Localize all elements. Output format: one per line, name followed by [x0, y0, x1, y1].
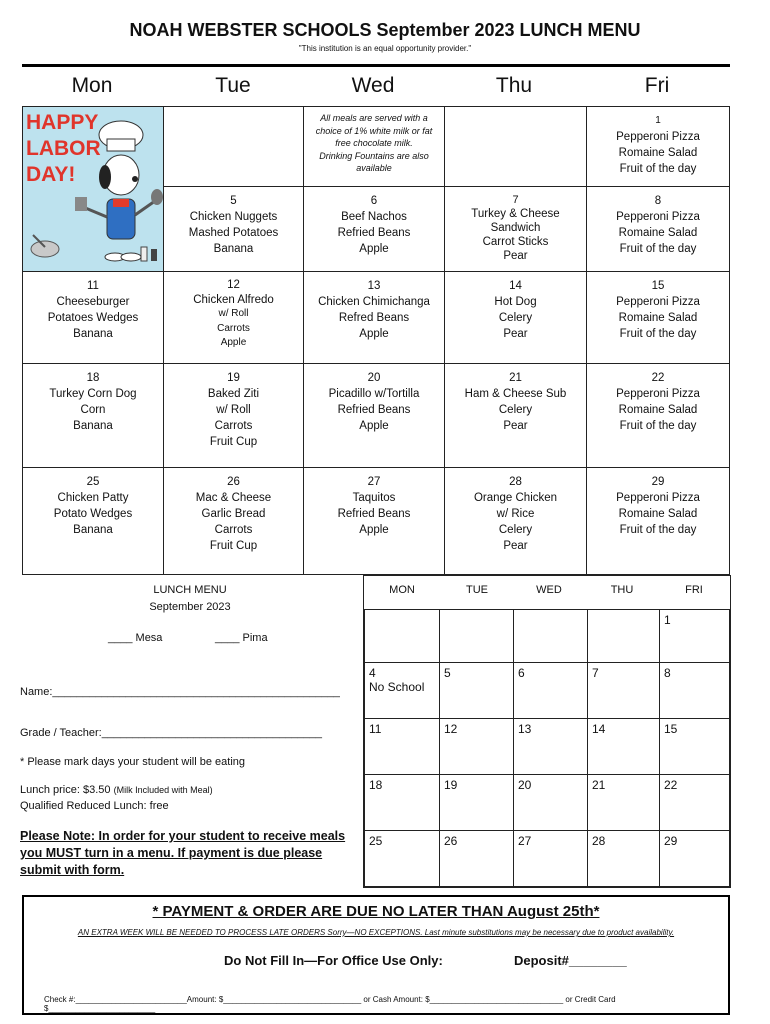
mini-day-cell[interactable]: 11 — [364, 718, 440, 775]
mini-day-cell[interactable]: 6 — [513, 662, 588, 719]
menu-item: Apple — [220, 337, 247, 348]
menu-item: Pear — [503, 250, 528, 262]
menu-item: Celery — [498, 404, 533, 416]
mini-day-cell[interactable]: 4 No School — [364, 662, 440, 719]
menu-item: Pepperoni Pizza — [616, 296, 700, 308]
date-number: 27 — [367, 476, 381, 488]
menu-item: Chicken Chimichanga — [318, 296, 430, 308]
date-number: 7 — [512, 194, 519, 206]
menu-item: Apple — [359, 243, 389, 255]
menu-item: Sandwich — [490, 222, 541, 234]
mini-head-wed: WED — [536, 584, 562, 596]
menu-item: Apple — [359, 328, 389, 340]
note-line: choice of 1% white milk or fat — [315, 125, 433, 136]
menu-item: Refried Beans — [337, 404, 411, 416]
menu-item: Pear — [503, 540, 528, 552]
grade-teacher-field[interactable]: Grade / Teacher:____________________________________ — [20, 727, 322, 739]
menu-item: Mac & Cheese — [195, 492, 272, 504]
mini-day-cell[interactable]: 5 — [439, 662, 514, 719]
snoopy-chef-icon — [23, 107, 164, 272]
menu-item: w/ Roll — [218, 308, 249, 319]
menu-cell-sep-22 — [586, 363, 730, 468]
menu-item: Apple — [359, 524, 389, 536]
note-line: free chocolate milk. — [335, 138, 413, 148]
please-note: Please Note: In order for your student to receive meals you MUST turn in a menu. If payment is due please submit with form. — [20, 829, 346, 877]
menu-item: Carrots — [217, 322, 250, 334]
date-number: 19 — [227, 372, 240, 384]
menu-item: Apple — [359, 420, 389, 432]
menu-item: Fruit of the day — [619, 328, 697, 340]
mini-day-cell[interactable]: 29 — [659, 830, 730, 887]
payment-subtitle: AN EXTRA WEEK WILL BE NEEDED TO PROCESS LATE ORDERS Sorry—NO EXCEPTIONS. Last minute substitutions may be necessary due to product availability. — [77, 928, 675, 937]
menu-item: Romaine Salad — [618, 404, 698, 416]
header-rule — [22, 64, 730, 67]
menu-item: Mashed Potatoes — [188, 227, 279, 239]
menu-item: Pepperoni Pizza — [616, 131, 700, 143]
menu-cell-sep-5 — [163, 186, 304, 272]
note-line: Drinking Fountains are also — [319, 150, 429, 161]
mini-day-cell[interactable]: 27 — [513, 830, 588, 887]
menu-cell-sep-15 — [586, 271, 730, 364]
order-calendar — [363, 575, 731, 888]
menu-cell-sep-19 — [163, 363, 304, 468]
menu-item: Fruit of the day — [619, 163, 697, 175]
form-month: September 2023 — [149, 601, 231, 613]
date-number: 21 — [509, 372, 522, 384]
payment-title: * PAYMENT & ORDER ARE DUE NO LATER THAN August 25th* — [152, 903, 600, 920]
labor-day-text-1: HAPPY — [26, 111, 99, 134]
day-header-tue: Tue — [215, 74, 251, 97]
menu-item: Baked Ziti — [207, 388, 260, 400]
menu-item: Turkey & Cheese — [471, 208, 560, 220]
mini-day-cell[interactable]: 25 — [364, 830, 440, 887]
mini-day-cell[interactable] — [364, 609, 440, 663]
mini-head-thu: THU — [610, 584, 634, 596]
reduced-lunch: Qualified Reduced Lunch: free — [20, 800, 169, 812]
day-header-mon: Mon — [71, 74, 113, 97]
mesa-checkbox[interactable]: ____ Mesa — [108, 632, 163, 644]
menu-cell-sep-26 — [163, 467, 304, 575]
date-number: 1 — [655, 115, 661, 126]
menu-cell-sep-28 — [444, 467, 587, 575]
labor-day-text-3: DAY! — [26, 163, 76, 186]
menu-item: Potato Wedges — [53, 508, 133, 520]
menu-item: Taquitos — [352, 492, 396, 504]
payment-box — [22, 895, 730, 1015]
mini-day-cell[interactable]: 28 — [587, 830, 660, 887]
mini-head-mon: MON — [389, 584, 415, 596]
date-number: 20 — [367, 372, 381, 384]
menu-item: Fruit of the day — [619, 524, 697, 536]
menu-note-milk — [303, 106, 445, 187]
date-number: 5 — [230, 195, 237, 207]
mini-head-fri: FRI — [685, 584, 703, 596]
menu-item: Romaine Salad — [618, 508, 698, 520]
lunch-price-label: Lunch price: $3.50 — [20, 784, 111, 796]
pima-checkbox[interactable]: ____ Pima — [215, 632, 268, 644]
menu-item: Fruit Cup — [209, 540, 258, 552]
menu-item: Garlic Bread — [201, 508, 266, 520]
menu-cell-sep-29 — [586, 467, 730, 575]
date-number: 26 — [227, 476, 240, 488]
mini-day-cell[interactable]: 20 — [513, 774, 588, 831]
menu-cell-sep-20 — [303, 363, 445, 468]
menu-cell-sep-13 — [303, 271, 445, 364]
mini-day-cell[interactable]: 14 — [587, 718, 660, 775]
form-title: LUNCH MENU — [153, 584, 227, 596]
mini-day-cell[interactable] — [439, 609, 514, 663]
menu-item: Ham & Cheese Sub — [464, 388, 567, 400]
menu-item: Pear — [503, 328, 528, 340]
menu-item: Banana — [73, 524, 113, 536]
menu-cell-sep-1 — [586, 106, 730, 187]
menu-cell-sep-14 — [444, 271, 587, 364]
mini-head-tue: TUE — [466, 584, 488, 596]
date-number: 11 — [87, 280, 99, 292]
menu-item: Pepperoni Pizza — [616, 211, 700, 223]
note-line: All meals are served with a — [320, 113, 428, 123]
menu-item: Romaine Salad — [618, 312, 698, 324]
menu-item: Pepperoni Pizza — [616, 388, 700, 400]
date-number: 25 — [86, 476, 100, 488]
menu-cell-sep-6 — [303, 186, 445, 272]
lunch-price — [20, 784, 213, 796]
menu-item: Banana — [73, 420, 113, 432]
mini-day-cell[interactable]: 15 — [659, 718, 730, 775]
menu-item: Romaine Salad — [618, 147, 698, 159]
menu-item: Celery — [498, 312, 533, 324]
menu-cell-sep-12 — [163, 271, 304, 364]
date-number: 29 — [651, 476, 665, 488]
date-number: 13 — [367, 280, 381, 292]
office-use-label: Do Not Fill In—For Office Use Only: — [224, 953, 443, 968]
date-number: 15 — [651, 280, 665, 292]
menu-cell-tue-blank — [163, 106, 304, 187]
labor-day-text-2: LABOR — [26, 137, 101, 160]
menu-item: Carrots — [214, 420, 253, 432]
note-line: available — [356, 163, 392, 173]
menu-cell-sep-25 — [22, 467, 164, 575]
menu-cell-sep-18 — [22, 363, 164, 468]
menu-item: Banana — [213, 243, 254, 255]
menu-item: w/ Rice — [496, 508, 535, 520]
name-field[interactable]: Name:_______________________________________________ — [20, 686, 340, 698]
menu-item: Cheeseburger — [56, 296, 130, 308]
date-number: 22 — [651, 372, 665, 384]
menu-item: Fruit of the day — [619, 243, 697, 255]
menu-cell-sep-27 — [303, 467, 445, 575]
day-header-fri: Fri — [644, 74, 670, 97]
menu-item: Hot Dog — [494, 296, 537, 308]
day-header-wed: Wed — [351, 74, 395, 97]
page-title: NOAH WEBSTER SCHOOLS September 2023 LUNCH MENU — [129, 20, 641, 40]
mini-day-cell[interactable]: 1 — [659, 609, 730, 663]
menu-cell-sep-8 — [586, 186, 730, 272]
date-number: 12 — [227, 279, 240, 291]
deposit-field[interactable]: Deposit#________ — [514, 953, 627, 968]
menu-item: Banana — [73, 328, 113, 340]
day-header-thu: Thu — [495, 74, 533, 97]
menu-item: Refried Beans — [337, 227, 411, 239]
menu-item: Fruit of the day — [619, 420, 697, 432]
labor-day-graphic — [22, 106, 164, 272]
menu-item: Fruit Cup — [209, 436, 258, 448]
mark-days-instruction: * Please mark days your student will be eating — [20, 756, 246, 768]
mini-day-cell[interactable] — [587, 609, 660, 663]
menu-item: Romaine Salad — [618, 227, 698, 239]
mini-day-cell[interactable]: 13 — [513, 718, 588, 775]
menu-item: Turkey Corn Dog — [49, 388, 137, 400]
menu-item: Potatoes Wedges — [47, 312, 139, 324]
menu-item: Refried Beans — [337, 508, 411, 520]
menu-item: Chicken Patty — [57, 492, 129, 504]
menu-cell-sep-21 — [444, 363, 587, 468]
menu-cell-thu-blank — [444, 106, 587, 187]
menu-item: Pepperoni Pizza — [616, 492, 700, 504]
menu-item: Refred Beans — [338, 312, 410, 324]
mini-day-cell[interactable]: 19 — [439, 774, 514, 831]
mini-day-cell[interactable]: 7 — [587, 662, 660, 719]
menu-item: Celery — [498, 524, 533, 536]
date-number: 14 — [509, 280, 522, 292]
date-number: 8 — [654, 195, 662, 207]
menu-item: Chicken Nuggets — [189, 211, 278, 223]
menu-cell-sep-11 — [22, 271, 164, 364]
mini-day-cell[interactable]: 8 — [659, 662, 730, 719]
date-number: 18 — [86, 372, 100, 384]
page-subtitle: "This institution is an equal opportunity provider." — [298, 44, 472, 53]
mini-day-cell[interactable] — [513, 609, 588, 663]
menu-item: Picadillo w/Tortilla — [328, 388, 420, 400]
mini-day-cell[interactable]: 12 — [439, 718, 514, 775]
menu-item: Carrots — [214, 524, 253, 536]
date-number: 28 — [509, 476, 522, 488]
payment-fields-line[interactable]: Check #:_________________________Amount: $_______________________________ or Cash Amount: $______________________________ or Credit Card $________________________ — [44, 995, 616, 1013]
menu-item: w/ Roll — [216, 404, 251, 416]
menu-cell-sep-7 — [444, 186, 587, 272]
date-number: 6 — [370, 195, 378, 207]
menu-item: Carrot Sticks — [482, 236, 549, 248]
menu-item: Pear — [503, 420, 528, 432]
mini-day-cell[interactable]: 26 — [439, 830, 514, 887]
menu-item: Beef Nachos — [341, 211, 407, 223]
menu-item: Corn — [80, 404, 106, 416]
menu-item: Chicken Alfredo — [193, 293, 274, 306]
mini-day-cell[interactable]: 21 — [587, 774, 660, 831]
mini-day-cell[interactable]: 18 — [364, 774, 440, 831]
mini-day-cell[interactable]: 22 — [659, 774, 730, 831]
menu-item: Orange Chicken — [473, 492, 558, 504]
lunch-price-note: (Milk Included with Meal) — [113, 785, 213, 795]
